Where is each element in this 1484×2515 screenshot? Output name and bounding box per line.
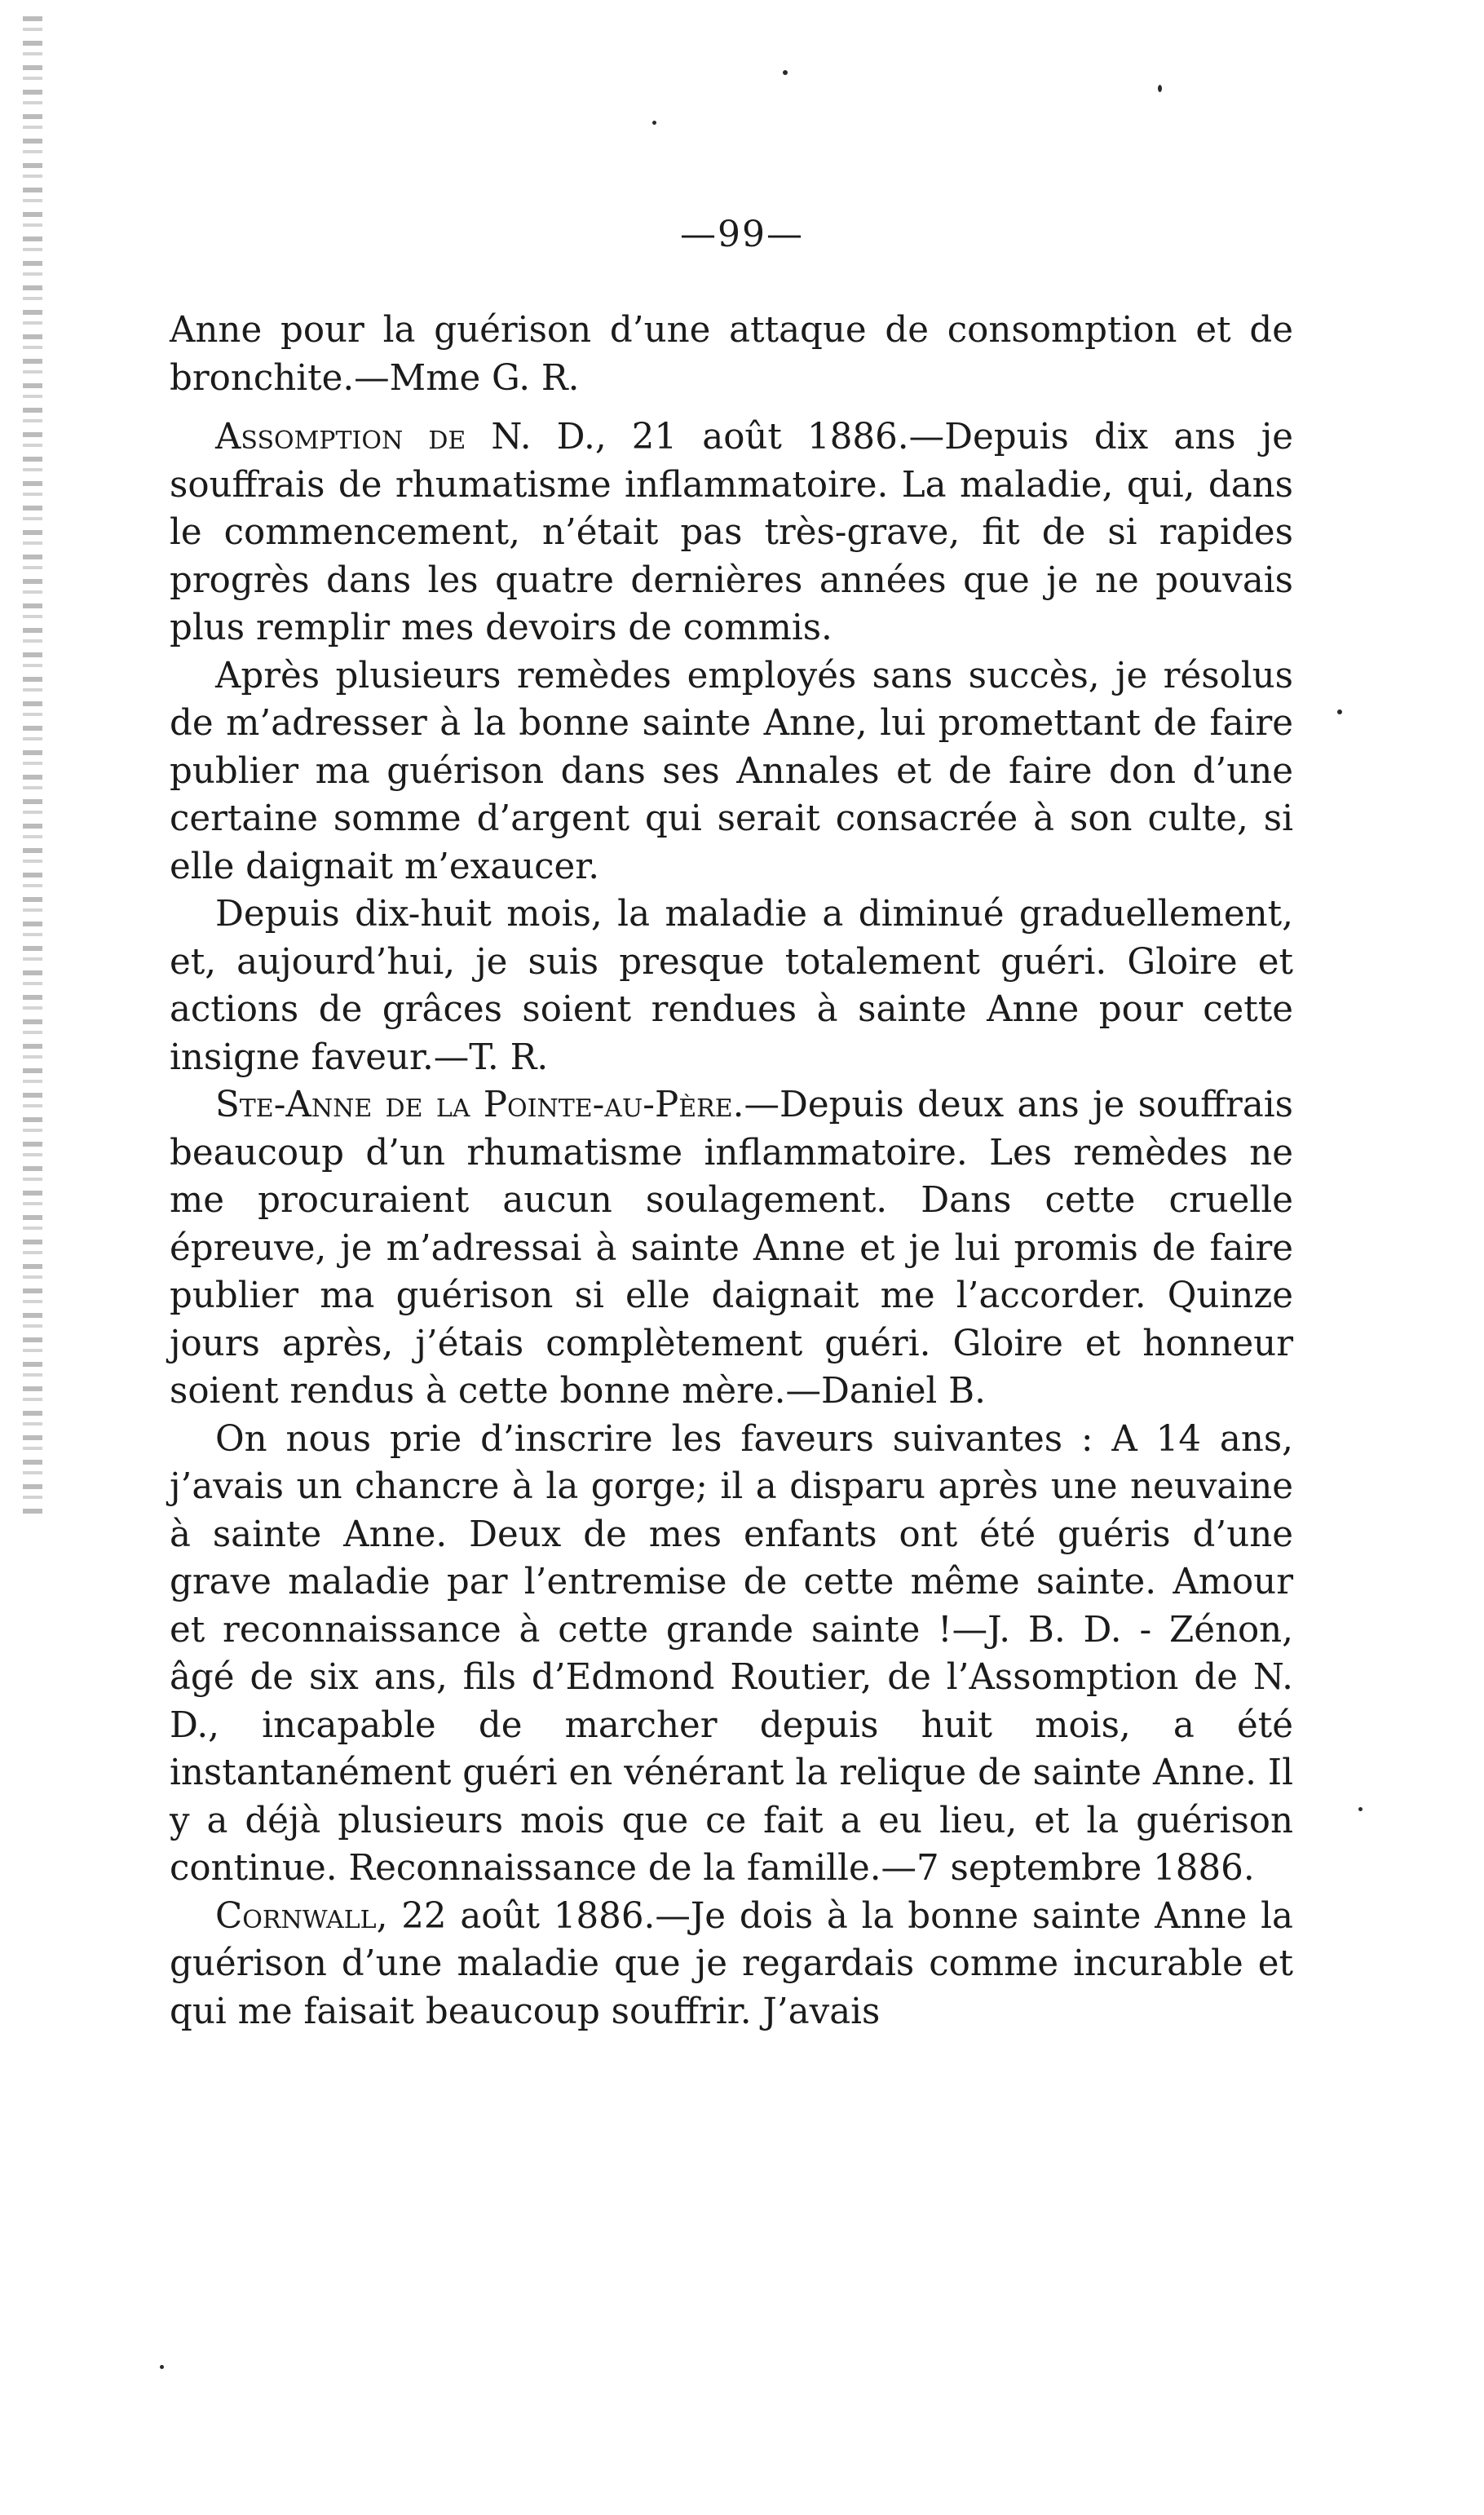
scan-speck (783, 70, 788, 75)
place-heading: Cornwall (215, 1895, 377, 1937)
place-heading: Ste-Anne de la Pointe-au-Père. (215, 1085, 744, 1125)
scan-speck (652, 121, 656, 125)
paragraph-depuis (170, 891, 1293, 1081)
paragraph-text: —Depuis deux ans je souffrais beaucoup d’un rhumatisme inflammatoire. Les remèdes ne me procuraient aucun soulagement. Dans cette cruelle épreuve, je m’adressai à sainte Anne et je lui promis de faire publier ma guérison si elle daignait me l’accorder. Quinze jours après, j’étais complètement guéri. Gloire et honneur soient rendus à cette bonne mère.—Daniel B. (170, 1085, 1293, 1412)
paragraph-cornwall (170, 1893, 1293, 2036)
paragraph-text: On nous prie d’inscrire les faveurs suivantes : A 14 ans, j’avais un chancre à la gorge; il a disparu après une neuvaine à sainte Anne. Deux de mes enfants ont été guéris d’une grave maladie par l’entremise de cette même sainte. Amour et reconnaissance à cette grande sainte !—J. B. D. - Zénon, âgé de six ans, fils d’Edmond Routier, de l’Assomption de N. D., incapable de marcher depuis huit mois, a été instantanément guéri en vénérant la relique de sainte Anne. Il y a déjà plusieurs mois que ce fait a eu lieu, et la guérison continue. Reconnaissance de la famille.—7 septembre 1886. (170, 1418, 1293, 1889)
scan-speck (160, 2365, 164, 2369)
page-number: —99— (680, 214, 804, 255)
paragraph-continuation (170, 307, 1293, 402)
paragraph-text: Anne pour la guérison d’une attaque de consomption et de bronchite.—Mme G. R. (170, 310, 1293, 399)
paragraph-assomption (170, 413, 1293, 652)
paragraph-text: Depuis dix-huit mois, la maladie a diminué graduellement, et, aujourd’hui, je suis presque totalement guéri. Gloire et actions de grâces soient rendues à sainte Anne pour cette insigne faveur.—T. R. (170, 894, 1293, 1078)
body-text (170, 307, 1293, 2035)
paragraph-text: Après plusieurs remèdes employés sans succès, je résolus de m’adresser à la bonne sainte Anne, lui promettant de faire publier ma guérison dans ses Annales et de faire don d’une certaine somme d’argent qui serait consacrée à son culte, si elle daignait m’exaucer. (170, 655, 1293, 887)
paragraph-faveurs (170, 1416, 1293, 1893)
place-heading: Assomption de N. D. (215, 417, 595, 457)
paragraph-text: , 21 août 1886.—Depuis dix ans je souffrais de rhumatisme inflammatoire. La maladie, qui, dans le commencement, n’était pas très-grave, fit de si rapides progrès dans les quatre dernières années que je ne pouvais plus remplir mes devoirs de commis. (170, 417, 1294, 648)
scan-speck (1358, 1807, 1363, 1811)
scan-speck (1337, 709, 1342, 714)
scan-speck (1158, 85, 1162, 92)
paragraph-pointe-au-pere (170, 1081, 1293, 1416)
paragraph-text: , 22 août 1886.—Je dois à la bonne sainte Anne la guérison d’une maladie que je regardais comme incurable et qui me faisait beaucoup souffrir. J’avais (170, 1895, 1293, 2032)
paragraph-remedes (170, 652, 1293, 891)
